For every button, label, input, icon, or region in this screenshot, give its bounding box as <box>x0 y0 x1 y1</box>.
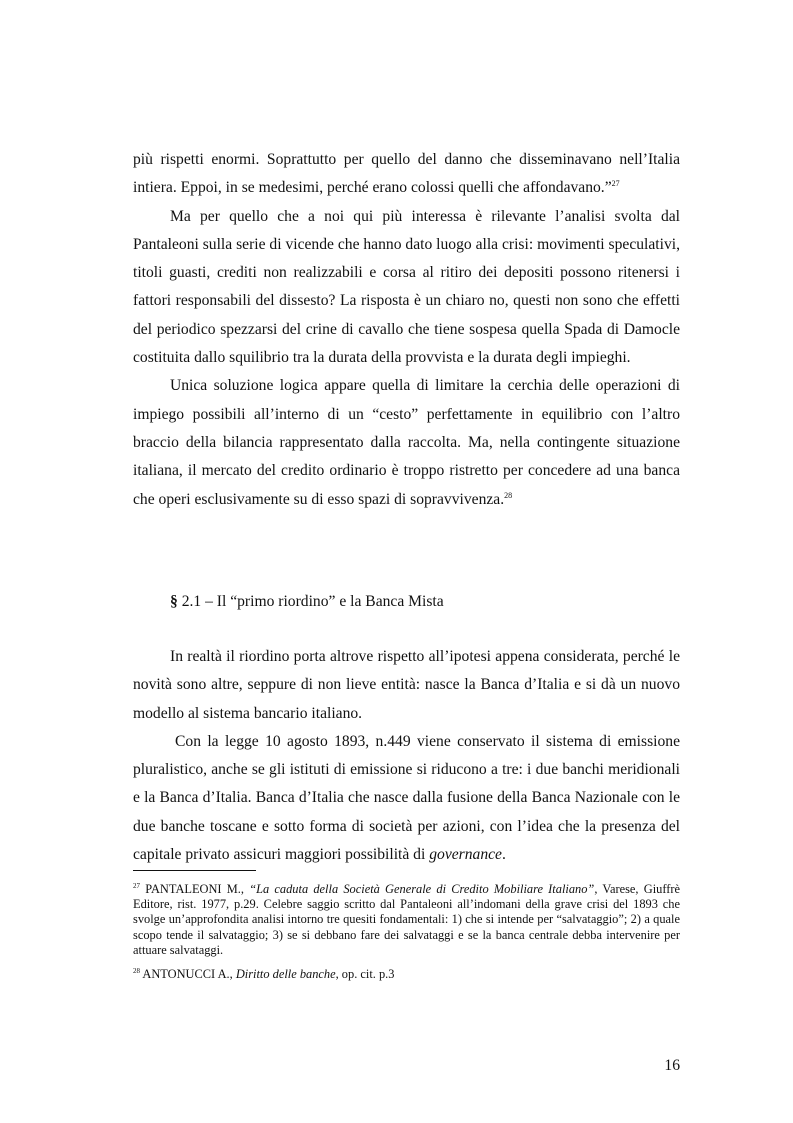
italic-term: governance <box>429 846 502 864</box>
footnote-number: 27 <box>133 882 140 890</box>
footnote-title: Diritto delle banche <box>235 967 336 982</box>
footnote-author: PANTALEONI M., <box>140 882 250 896</box>
paragraph-text: Unica soluzione logica appare quella di limitare la cerchia delle operazioni di impiego possibili all’interno di un “cesto” perfettamente in equilibrio con l’altro braccio della bilancia rappresentato dalla raccolta. Ma, nella contingente situazione italiana, il mercato del credito ordinario è troppo ristretto per concedere ad una banca che operi esclusivamente su di esso spazi di sopravvivenza. <box>133 377 680 508</box>
footnote-ref-27[interactable]: 27 <box>611 179 620 189</box>
paragraph-end: . <box>501 846 506 864</box>
section-symbol: § <box>170 593 178 610</box>
body-paragraph-1 <box>133 146 680 203</box>
body-paragraph-5 <box>133 728 680 869</box>
footnote-text: , Varese, Giuffrè Editore, rist. 1977, p.29. Celebre saggio scritto dal Pantaleoni all’indomani della grave crisi del 1893 che svolge un’approfondita analisi intorno tre quesiti fondamentali: 1) che si intende per “salvataggio”; 2) a quale scopo tende il salvataggio; 3) se si debbano fare dei salvataggi e se la banca centrale debba intervenire per attuare salvataggi. <box>133 882 680 957</box>
paragraph-text: Con la legge 10 agosto 1893, n.449 viene conservato il sistema di emissione pluralistico, anche se gli istituti di emissione si riducono a tre: i due banchi meridionali e la Banca d’Italia. Banca d’Italia che nasce dalla fusione della Banca Nazionale con le due banche toscane e sotto forma di società per azioni, con l’idea che la presenza del capitale privato assicuri maggiori possibilità di <box>133 732 680 864</box>
footnote-author: ANTONUCCI A., <box>140 967 236 982</box>
body-paragraph-2 <box>133 203 680 373</box>
page-content <box>133 146 680 982</box>
footnote-ref-28[interactable]: 28 <box>504 490 513 500</box>
footnotes <box>133 882 680 982</box>
section-title: 2.1 – Il “primo riordino” e la Banca Mista <box>177 593 444 610</box>
paragraph-text: In realtà il riordino porta altrove rispetto all’ipotesi appena considerata, perché le novità sono altre, seppure di non lieve entità: nasce la Banca d’Italia e si dà un nuovo modello al sistema bancario italiano. <box>133 648 680 722</box>
page-number: 16 <box>664 1057 680 1074</box>
paragraph-text: Ma per quello che a noi qui più interessa è rilevante l’analisi svolta dal Pantaleoni sulla serie di vicende che hanno dato luogo alla crisi: movimenti speculativi, titoli guasti, crediti non realizzabili e corsa al ritiro dei depositi possono ritenersi i fattori responsabili del dissesto? La risposta è un chiaro no, questi non sono che effetti del periodico spezzarsi del crine di cavallo che tiene sospesa quella Spada di Damocle costituita dallo squilibrio tra la durata della provvista e la durata degli impieghi. <box>133 207 680 367</box>
footnote-text: , op. cit. p.3 <box>335 967 395 982</box>
body-paragraph-3 <box>133 372 680 513</box>
section-body <box>133 643 680 869</box>
body-paragraph-4 <box>133 643 680 728</box>
footnote-separator <box>133 870 256 871</box>
footnote-27 <box>133 882 680 958</box>
footnote-title: “La caduta della Società Generale di Credito Mobiliare Italiano” <box>249 882 595 896</box>
paragraph-text: più rispetti enormi. Soprattutto per quello del danno che disseminavano nell’Italia intiera. Eppoi, in se medesimi, perché erano colossi quelli che affondavano.” <box>133 151 680 197</box>
footnote-number: 28 <box>133 967 140 976</box>
section-heading <box>170 588 444 616</box>
footnote-28 <box>133 967 680 982</box>
